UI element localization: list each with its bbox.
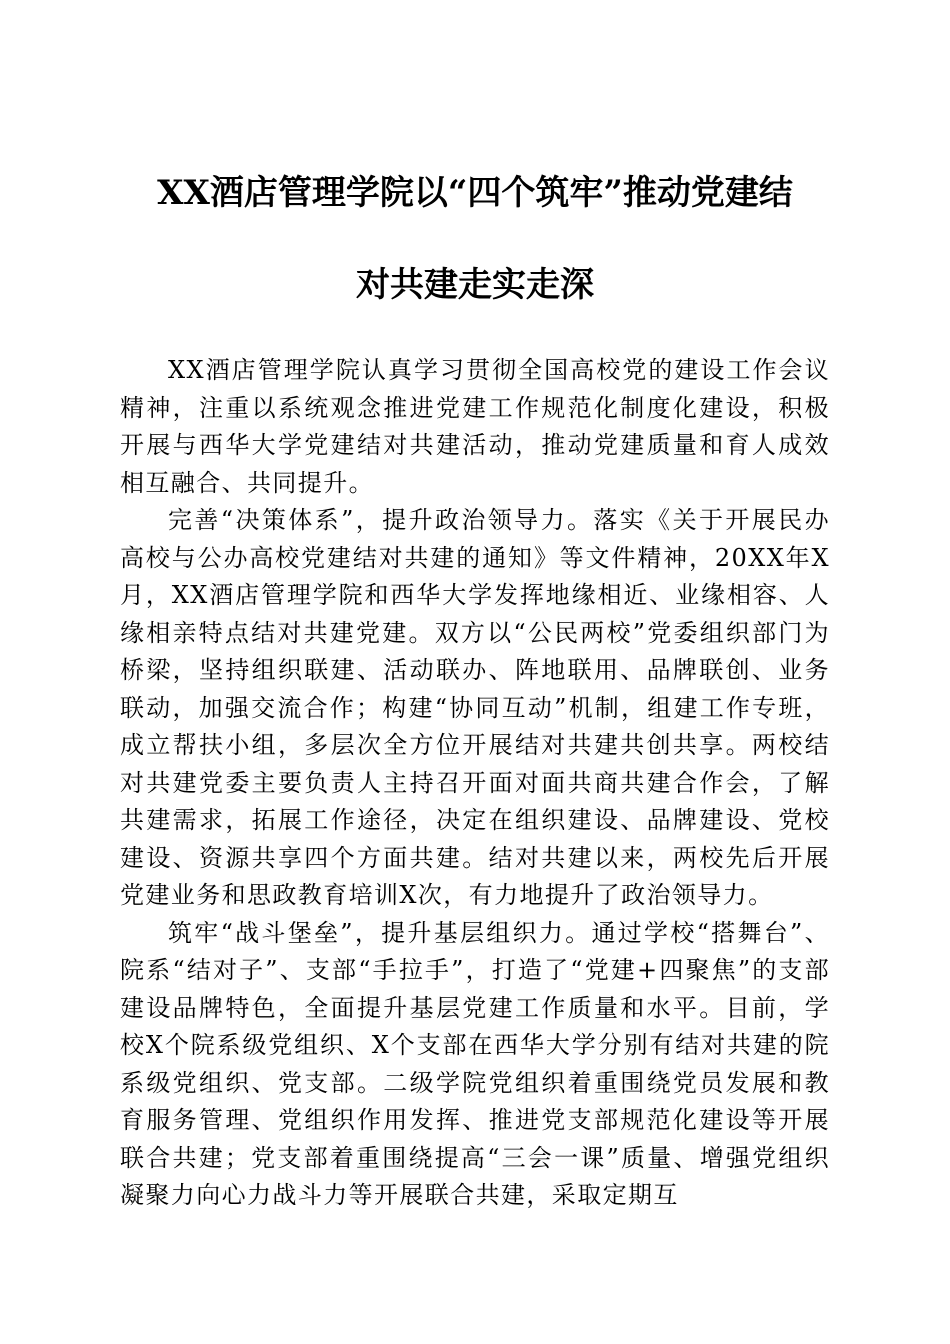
document-title-line-2: 对共建走实走深 [356, 265, 594, 305]
paragraph-intro: XX酒店管理学院认真学习贯彻全国高校党的建设工作会议精神，注重以系统观念推进党建工作规范化制度化建设，积极开展与西华大学党建结对共建活动，推动党建质量和育人成效相互融合、共同提升。 [120, 356, 830, 497]
document-body [120, 352, 830, 1215]
document-title-line-1: XX酒店管理学院以“四个筑牢”推动党建结 [157, 173, 793, 213]
paragraph-battle-fortress: 筑牢“战斗堡垒”，提升基层组织力。通过学校“搭舞台”、院系“结对子”、支部“手拉手”，打造了“党建+四聚焦”的支部建设品牌特色，全面提升基层党建工作质量和水平。目前，学校X个院系级党组织、X个支部在西华大学分别有结对共建的院系级党组织、党支部。二级学院党组织着重围绕党员发展和教育服务管理、党组织作用发挥、推进党支部规范化建设等开展联合共建；党支部着重围绕提高“三会一课”质量、增强党组织凝聚力向心力战斗力等开展联合共建，采取定期互 [120, 918, 830, 1209]
paragraph-decision-system: 完善“决策体系”，提升政治领导力。落实《关于开展民办高校与公办高校党建结对共建的通知》等文件精神，20XX年X月，XX酒店管理学院和西华大学发挥地缘相近、业缘相容、人缘相亲特点结对共建党建。双方以“公民两校”党委组织部门为桥梁，坚持组织联建、活动联办、阵地联用、品牌联创、业务联动，加强交流合作；构建“协同互动”机制，组建工作专班，成立帮扶小组，多层次全方位开展结对共建共创共享。两校结对共建党委主要负责人主持召开面对面共商共建合作会，了解共建需求，拓展工作途径，决定在组织建设、品牌建设、党校建设、资源共享四个方面共建。结对共建以来，两校先后开展党建业务和思政教育培训X次，有力地提升了政治领导力。 [120, 506, 830, 909]
